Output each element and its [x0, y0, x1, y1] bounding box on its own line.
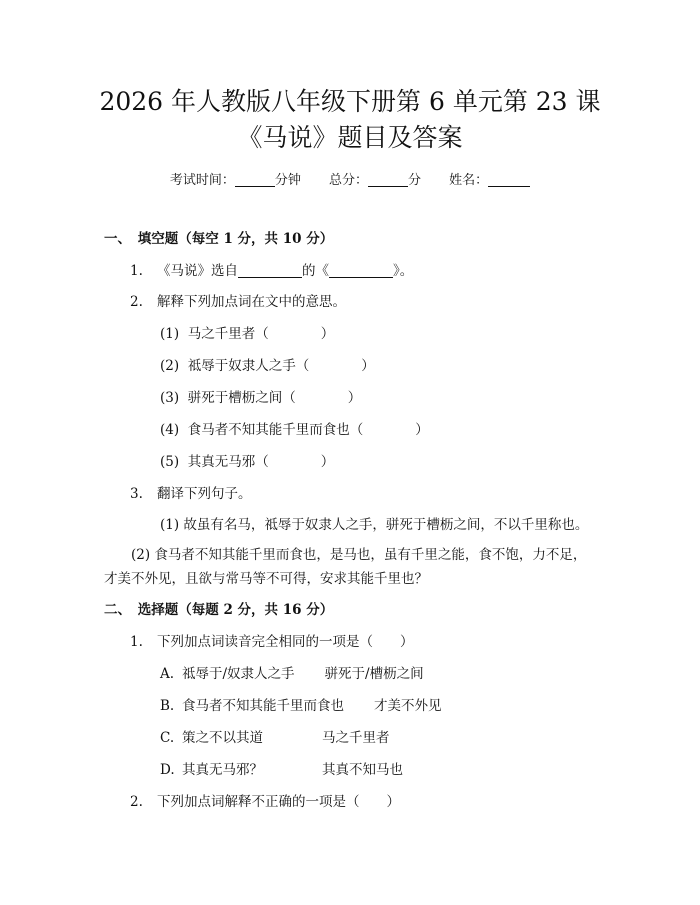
- s2-question-2: 2. 下列加点词解释不正确的一项是（ ）: [130, 794, 400, 810]
- s1-question-1: 1. 《马说》选自 的《 》。: [130, 263, 414, 279]
- exam-meta: [0, 169, 700, 188]
- q2-item-4: (4) 食马者不知其能千里而食也（ ）: [160, 422, 429, 438]
- option-b: B. 食马者不知其能千里而食也 才美不外见: [160, 698, 442, 714]
- section-2-heading: 二、 选择题（每题 2 分，共 16 分）: [104, 602, 334, 618]
- q2-item-5: (5) 其真无马邪（ ）: [160, 454, 335, 470]
- exam-time: 考试时间： 分钟: [169, 173, 301, 188]
- q1-blank-book: [329, 263, 393, 278]
- total-score: 总分： 分: [328, 173, 422, 188]
- q3-sentence-2: (2) 食马者不知其能千里而食也，是马也，虽有千里之能，食不饱，力不足，才美不外见，且欲与常马等不可得，安求其能千里也？: [104, 547, 587, 587]
- s1-question-3: 3. 翻译下列句子。: [130, 486, 252, 502]
- option-a: A. 祗辱于/奴隶人之手 骈死于/槽枥之间: [160, 666, 424, 682]
- q2-item-3: (3) 骈死于槽枥之间（ ）: [160, 390, 362, 406]
- option-d: D. 其真无马邪？ 其真不知马也: [160, 762, 403, 778]
- student-name: 姓名：: [449, 173, 530, 188]
- option-c: C. 策之不以其道 马之千里者: [160, 730, 390, 746]
- q1-blank-author: [238, 263, 302, 278]
- student-name-blank: [488, 172, 530, 187]
- section-1-heading: 一、 填空题（每空 1 分，共 10 分）: [104, 231, 334, 247]
- exam-time-blank: [235, 172, 275, 187]
- q3-sentence-1: (1) 故虽有名马，祗辱于奴隶人之手，骈死于槽枥之间，不以千里称也。: [160, 517, 589, 533]
- s2-question-1: 1. 下列加点词读音完全相同的一项是（ ）: [130, 634, 414, 650]
- total-score-blank: [368, 172, 408, 187]
- q2-item-1: (1) 马之千里者（ ）: [160, 326, 335, 342]
- q2-item-2: (2) 祗辱于奴隶人之手（ ）: [160, 358, 375, 374]
- title-line-2: 《马说》题目及答案: [237, 123, 463, 152]
- title-line-1: 2026 年人教版八年级下册第 6 单元第 23 课: [99, 87, 601, 116]
- s1-question-2: 2. 解释下列加点词在文中的意思。: [130, 294, 346, 310]
